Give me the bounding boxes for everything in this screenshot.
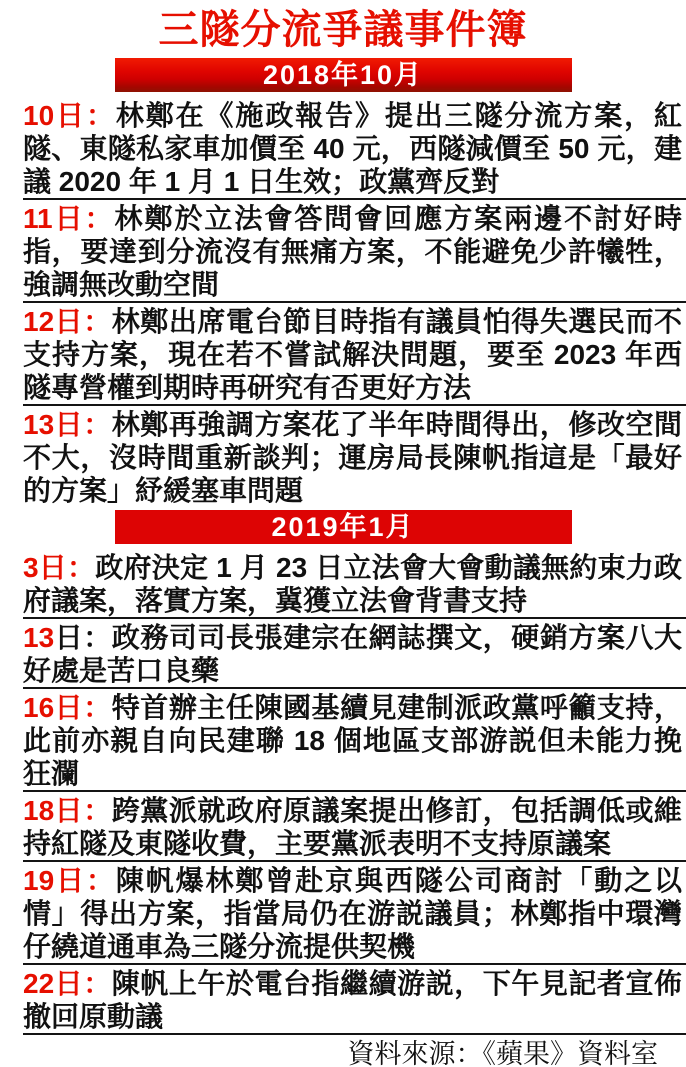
timeline-entry [23,619,686,689]
entry-date: 19日： [23,865,116,896]
timeline-entry [23,200,686,303]
timeline-entry [23,303,686,406]
source-credit: 資料來源：《蘋果》資料室 [347,1039,658,1067]
entry-text: 陳帆上午於電台指繼續游説，下午見記者宣佈撤回原動議 [23,968,682,1032]
entry-date: 13日： [23,409,112,440]
timeline-entry [23,792,686,862]
entry-date: 16日： [23,692,112,723]
entry-text: 林鄭再強調方案花了半年時間得出，修改空間不大，沒時間重新談判；運房局長陳帆指這是「最好的方案」紓緩塞車問題 [23,409,682,506]
month-banner: 2018年10月 [115,58,572,92]
entry-text: 林鄭於立法會答問會回應方案兩邊不討好時指，要達到分流沒有無痛方案，不能避免少許犧牲，強調無改動空間 [23,203,682,300]
entry-text: 政務司司長張建宗在網誌撰文，硬銷方案八大好處是苦口良藥 [23,622,682,686]
timeline [0,58,686,1035]
timeline-entry [23,862,686,965]
timeline-entry [23,965,686,1035]
entry-date: 11日： [23,203,115,234]
entry-date: 18日： [23,795,112,826]
entry-text: 跨黨派就政府原議案提出修訂，包括調低或維持紅隧及東隧收費，主要黨派表明不支持原議案 [23,795,682,859]
timeline-entry [23,97,686,200]
timeline-entry [23,689,686,792]
entry-text: 林鄭在《施政報告》提出三隧分流方案，紅隧、東隧私家車加價至 40 元，西隧減價至 50 元，建議 2020 年 1 月 1 日生效；政黨齊反對 [23,100,682,197]
entry-date-suffix: 日： [54,622,112,653]
timeline-entry [23,549,686,619]
entry-text: 政府決定 1 月 23 日立法會大會動議無約束力政府議案，落實方案，冀獲立法會背書支持 [23,552,682,616]
entry-date: 13 [23,622,55,653]
entry-date: 3日： [23,552,96,583]
page-title: 三隧分流爭議事件簿 [158,8,528,52]
entry-date: 22日： [23,968,112,999]
timeline-entry [23,406,686,507]
month-banner: 2019年1月 [115,510,572,544]
entry-text: 特首辦主任陳國基續見建制派政黨呼籲支持，此前亦親自向民建聯 18 個地區支部游説但未能力挽狂瀾 [23,692,682,789]
entry-date: 12日： [23,306,112,337]
entry-text: 陳帆爆林鄭曾赴京與西隧公司商討「動之以情」得出方案，指當局仍在游説議員；林鄭指中環灣仔繞道通車為三隧分流提供契機 [23,865,682,962]
entry-text: 林鄭出席電台節目時指有議員怕得失選民而不支持方案，現在若不嘗試解決問題，要至 2023 年西隧專營權到期時再研究有否更好方法 [23,306,682,403]
entry-date: 10日： [23,100,116,131]
